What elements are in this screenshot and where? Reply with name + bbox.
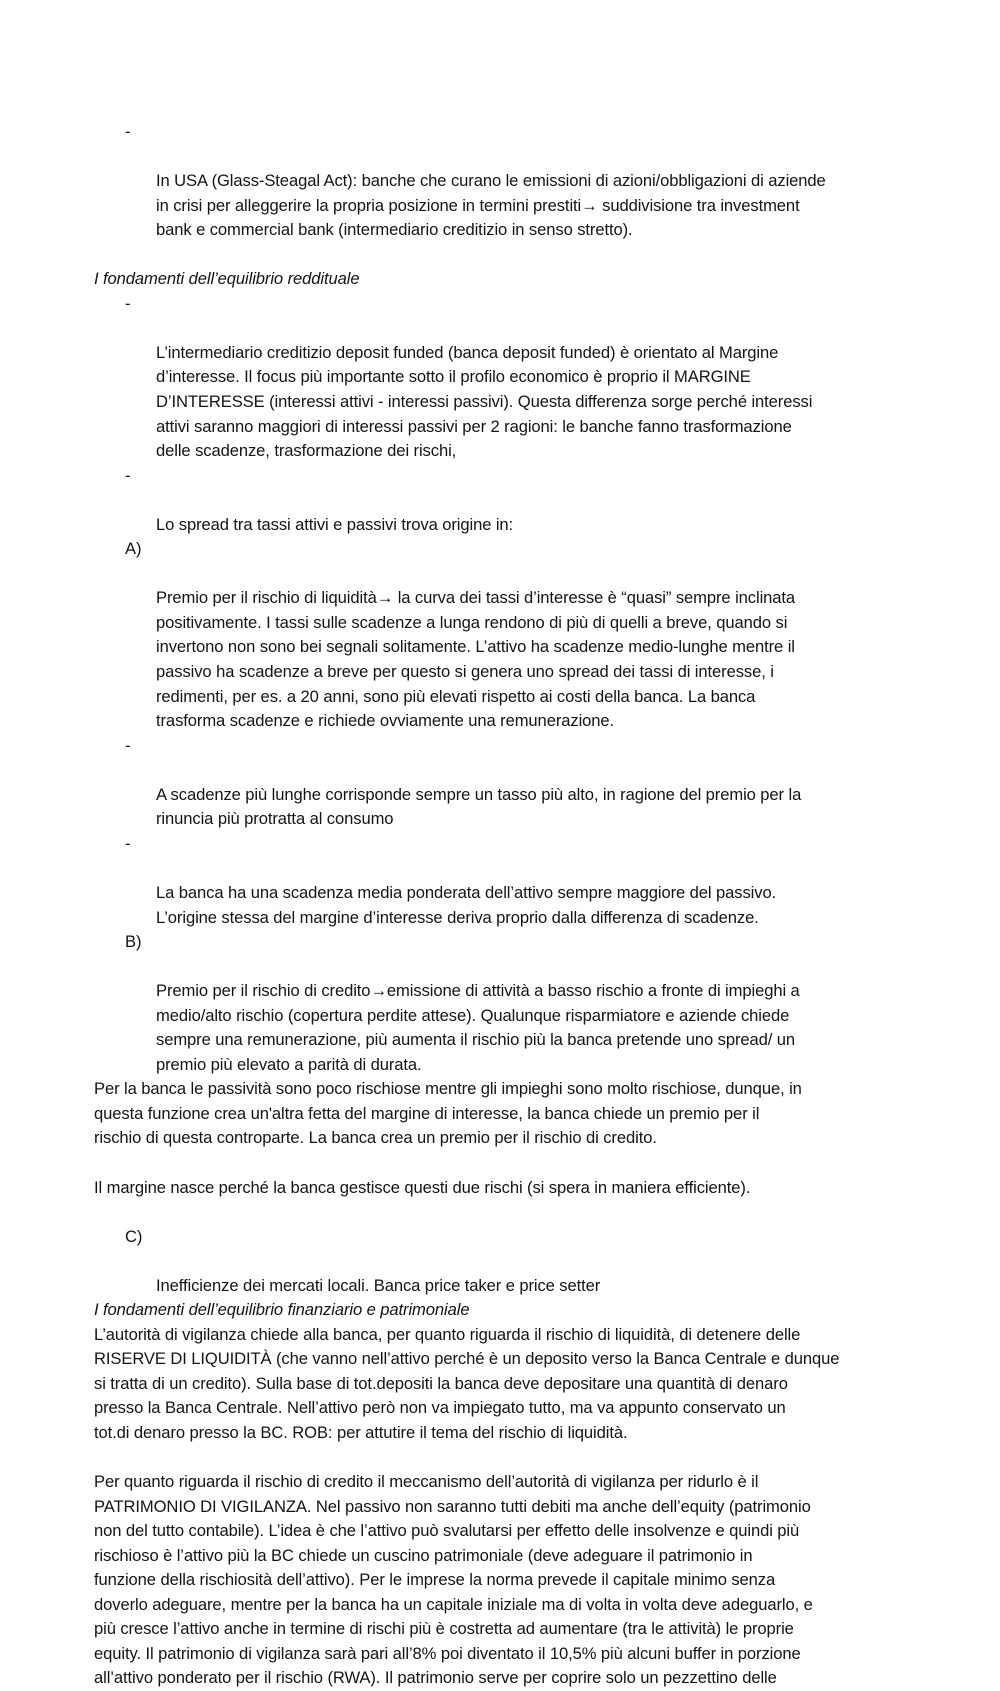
list-item: [94, 832, 914, 930]
spacer: [94, 243, 914, 268]
list-marker: -: [125, 465, 131, 485]
list-item-text: A scadenze più lunghe corrisponde sempre un tasso più alto, in ragione del premio per la rinuncia più protratta al consumo: [156, 784, 802, 829]
list-item: [94, 734, 914, 832]
list-marker: A): [125, 539, 142, 559]
list-marker: B): [125, 932, 142, 952]
list-marker: C): [125, 1226, 143, 1246]
document-page: [94, 120, 914, 1691]
section-heading: I fondamenti dell’equilibrio reddituale: [94, 269, 360, 289]
list-item: [94, 1225, 914, 1299]
paragraph: Il margine nasce perché la banca gestisce questi due rischi (si spera in maniera efficiente).: [94, 1177, 751, 1197]
list-item-text: Premio per il rischio di liquidità→ la curva dei tassi d’interesse è “quasi” sempre inclinata positivamente. I tassi sulle scadenze a lunga rendono di più di quelli a breve, quando si invertono non sono bei segnali solitamente. L’attivo ha scadenze medio-lunghe mentre il passivo ha scadenze a breve per questo si genera uno spread dei tassi di interesse, i redimenti, per es. a 20 anni, sono più elevati rispetto ai costi della banca. La banca trasforma scadenze e richiede ovviamente una remunerazione.: [156, 588, 796, 731]
paragraph: Per la banca le passività sono poco rischiose mentre gli impieghi sono molto rischiose, dunque, in questa funzione crea un'altra fetta del margine di interesse, la banca chiede un premio per il rischio di questa controparte. La banca crea un premio per il rischio di credito.: [94, 1079, 802, 1148]
list-item: [94, 930, 914, 1077]
list-item: [94, 537, 914, 733]
section-heading: I fondamenti dell’equilibrio finanziario e patrimoniale: [94, 1300, 470, 1320]
paragraph: L’autorità di vigilanza chiede alla banca, per quanto riguarda il rischio di liquidità, di detenere delle RISERVE DI LIQUIDITÀ (che vanno nell’attivo perché è un deposito verso la Banca Centrale e dunque si tratta di un credito). Sulla base di tot.depositi la banca deve depositare una quantità di denaro presso la Banca Centrale. Nell’attivo però non va impiegato tutto, ma va appunto conservato un tot.di denaro presso la BC. ROB: per attutire il tema del rischio di liquidità.: [94, 1324, 840, 1442]
spacer: [94, 1151, 914, 1176]
spacer: [94, 1200, 914, 1225]
list-marker: -: [125, 833, 131, 853]
list-item-text: Premio per il rischio di credito→emissione di attività a basso rischio a fronte di impieghi a medio/alto rischio (copertura perdite attese). Qualunque risparmiatore e aziende chiede sempre una remunerazione, più aumenta il rischio più la banca pretende uno spread/ un premio più elevato a parità di durata.: [156, 981, 800, 1074]
list-marker: -: [125, 122, 131, 141]
list-item-text: Inefficienze dei mercati locali. Banca price taker e price setter: [156, 1275, 601, 1295]
list-item-text: In USA (Glass-Steagal Act): banche che curano le emissioni di azioni/obbligazioni di aziende in crisi per alleggerire la propria posizione in termini prestiti→ suddivisione tra investment bank e commercial bank (intermediario creditizio in senso stretto).: [156, 171, 826, 240]
list-marker: -: [125, 735, 131, 755]
list-item: [94, 120, 914, 243]
list-item-text: L’intermediario creditizio deposit funded (banca deposit funded) è orientato al Margine d’interesse. Il focus più importante sotto il profilo economico è proprio il MARGINE D’INTERESSE (interessi attivi - interessi passivi). Questa differenza sorge perché interessi attivi saranno maggiori di interessi passivi per 2 ragioni: le banche fanno trasformazione delle scadenze, trasformazione dei rischi,: [156, 342, 813, 461]
list-item-text: La banca ha una scadenza media ponderata dell’attivo sempre maggiore del passivo. L’origine stessa del margine d’interesse deriva proprio dalla differenza di scadenze.: [156, 882, 777, 927]
list-item: [94, 292, 914, 464]
list-item-text: Lo spread tra tassi attivi e passivi trova origine in:: [156, 514, 514, 534]
list-marker: -: [125, 293, 131, 313]
list-item: [94, 464, 914, 538]
paragraph: Per quanto riguarda il rischio di credito il meccanismo dell’autorità di vigilanza per ridurlo è il PATRIMONIO DI VIGILANZA. Nel passivo non saranno tutti debiti ma anche dell’equity (patrimonio non del tutto contabile). L’idea è che l’attivo può svalutarsi per effetto delle insolvenze e quindi più rischioso è l’attivo più la BC chiede un cuscino patrimoniale (deve adeguare il patrimonio in funzione della rischiosità dell’attivo). Per le imprese la norma prevede il capitale minimo senza doverlo adeguare, mentre per la banca ha un capitale iniziale ma di volta in volta deve adeguarlo, e più cresce l’attivo anche in termine di rischi più è costretta ad aumentare (tra le attività) le proprie equity. Il patrimonio di vigilanza sarà pari all’8% poi diventato il 10,5% più alcuni buffer in porzione all’attivo ponderato per il rischio (RWA). Il patrimonio serve per coprire solo un pezzettino delle: [94, 1472, 813, 1688]
spacer: [94, 1446, 914, 1471]
